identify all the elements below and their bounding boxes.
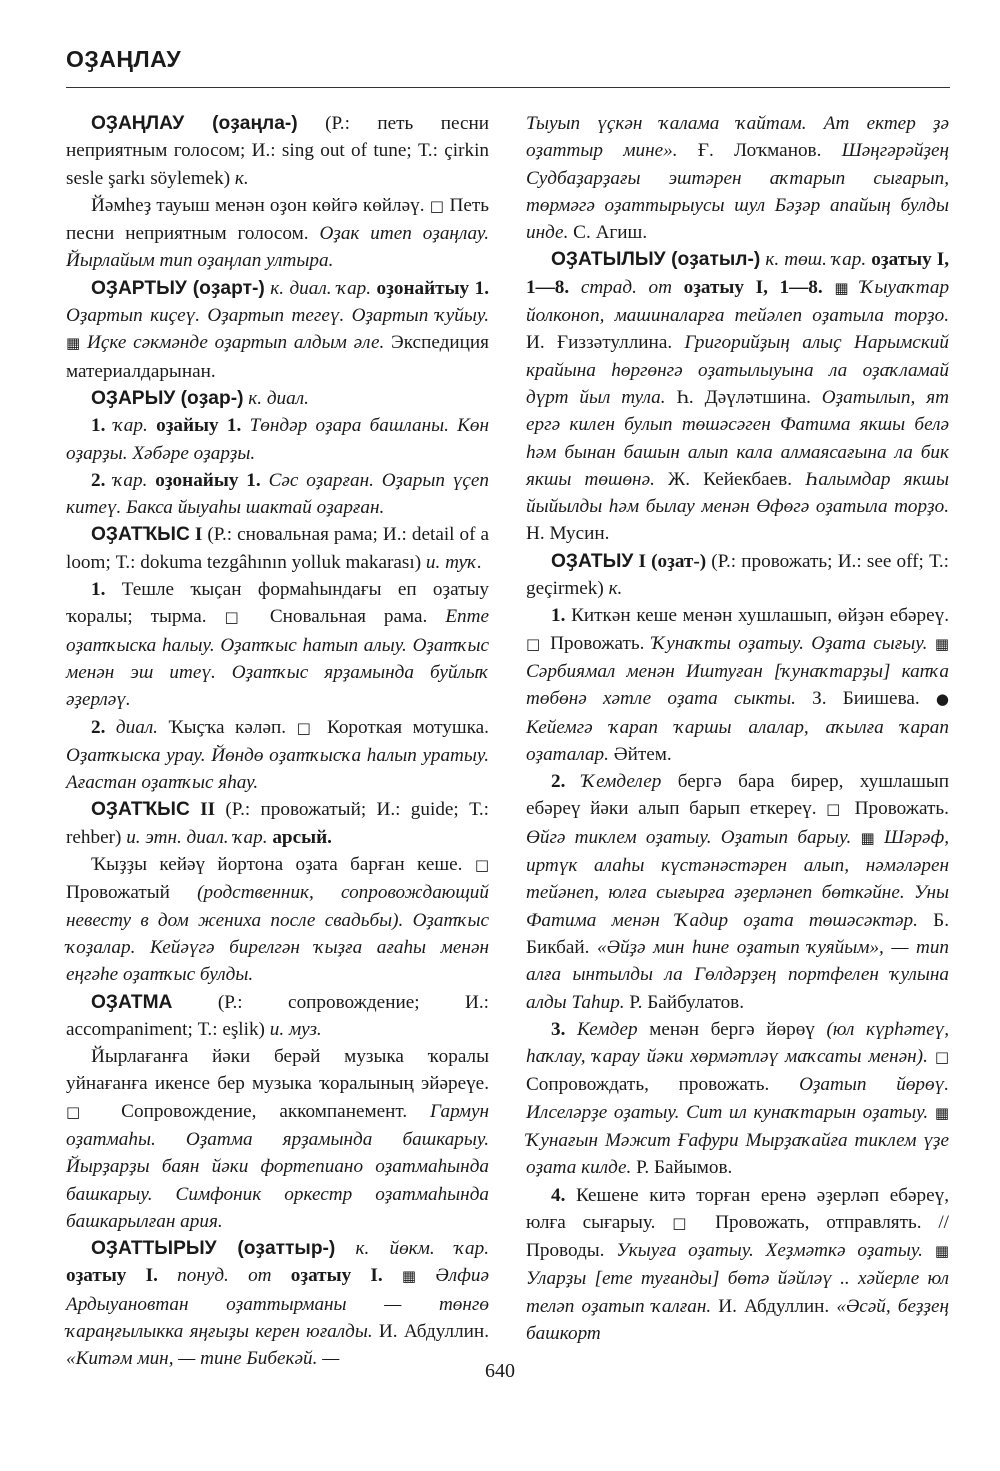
sense-2: 2. диал. Ҡыҫҡа кәләп. □ Короткая мотушка. Оҙатҡыска урау. Йөндө оҙатҡысҡа һалып уратыу. Ағастан оҙатҡыс яһау. bbox=[66, 716, 489, 794]
entry-ozatkys-1: ОҘАТҠЫС I (Р.: сновальная рама; И.: detail of a loom; Т.: dokuma tezgâhının yolluk makarası) и. туҡ. bbox=[66, 524, 490, 573]
entry-ozanlau: ОҘАҢЛАУ (оҙаңла-) (Р.: петь песни неприятным голосом; И.: sing out of tune; Т.: çirkin sesle şarkı söylemek) к. bbox=[66, 113, 490, 189]
entry-ozattyryu: ОҘАТТЫРЫУ (оҙаттыр-) к. йөкм. ҡар. оҙатыу I. понуд. от оҙатыу I. ▦ Әлфиә Ардыуановтан оҙаттырманы — төнгө ҡараңғылыкка яңғыҙы керен юғалды. И. Абдуллин. «Китәм мин, — тине Бибекәй. — bbox=[66, 1238, 490, 1370]
sense-1: 1. Киткән кеше менән хушлашып, өйҙән ебәреү. □ Провожать. Ҡунаҡты оҙатыу. Оҙата сығыу. ▦ Сәрбиямал менән Иштуған [ҡунаҡтарҙы] капҡа төбөнә хәтле оҙата сыкты. З. Биишева. ● Кейемгә ҡарап ҡаршы алалар, аҡылға ҡарап оҙаталар. Әйтем. bbox=[526, 605, 949, 765]
entry-ozartyu: ОҘАРТЫУ (оҙарт-) к. диал. ҡар. оҙонайтыу 1. Оҙартып киҫеү. Оҙартып тегеү. Оҙартып ҡуйыу. ▦ Иҫке сәкмәнде оҙартып алдым әле. Экспедиция материалдарынан. bbox=[66, 277, 490, 382]
definition-paragraph: Йырлағанға йәки берәй музыка ҡоралы уйнағанға икенсе бер музыка ҡоралының эйәреүе. □ Сопровождение, аккомпанемент. Гармун оҙатмаһы. Оҙатма ярҙамында башкарыу. Йырҙарҙы баян йәки фортепиано оҙатмаһында башкарыу. Симфоник оркестр оҙатмаһында башкарылған ария. bbox=[66, 1046, 489, 1232]
entry-ozatma: ОҘАТМА (Р.: сопровождение; И.: accompaniment; Т.: eşlik) и. муз. bbox=[66, 991, 489, 1040]
entry-ozaryu: ОҘАРЫУ (оҙар-) к. диал. bbox=[91, 387, 309, 409]
sense-1: 1. Тешле ҡыҫан формаһындағы еп оҙатыу ҡоралы; тырма. □ Сновальная рама. Епте оҙатҡыска һалыу. Оҙатҡыс һатып алыу. Оҙатҡыс менән эш итеү. Оҙатҡыс ярҙамында буйлыҡ әҙерләү. bbox=[66, 579, 489, 711]
right-column bbox=[526, 110, 949, 1347]
sense-2: 2. Ҡемделер бергә бара бирер, хушлашып ебәреү йәки алып барып еткереү. □ Провожать. Өйгә тиклем оҙатыу. Оҙатып барыу. ▦ Шәрәф, иртүк алаһы күстәнәстәрен алып, нәмәләрен тейәнеп, юлға сығырға әҙерләнеп бөткәйне. Уны Фатима менән Ҡадир оҙата төшәсәктәр. Б. Бикбай. «Әйҙә мин һине оҙатып ҡуяйым», — тип алға ынтылды ла Гөлдәрҙең портфелен ҡулына алды Таһир. Р. Байбулатов. bbox=[526, 771, 950, 1013]
entry-ozatkys-2: ОҘАТҠЫС II (Р.: провожатый; И.: guide; Т.: rehber) и. этн. диал. ҡар. арсый. bbox=[66, 799, 490, 848]
definition-paragraph: Йәмһеҙ тауыш менән оҙон көйгә көйләү. □ Петь песни неприятным голосом. Оҙак итеп оҙаңлау. Йырлайым тип оҙаңлап ултыра. bbox=[66, 194, 489, 272]
continued-paragraph: Тыуып үҫкән ҡалама ҡайтам. Ат ектер ҙә оҙаттыр мине». Ғ. Лоҡманов. Шәңгәрәйҙең Судбаҙарҙағы эштәрен аҡтарып сығарып, төрмәгә оҙаттырыусы шул Бәҙәр апайың булды инде. С. Агиш. bbox=[526, 113, 949, 244]
entry-ozatyu-1: ОҘАТЫУ I (оҙат-) (Р.: провожать; И.: see off; Т.: geçirmek) к. bbox=[526, 550, 949, 600]
sense-1: 1. ҡар. оҙайыу 1. Төндәр оҙара башланы. Көн оҙарҙы. Хәбәре оҙарҙы. bbox=[66, 415, 490, 464]
sense-4: 4. Кешене китә торған еренә әҙерләп ебәреү, юлға сығарыу. □ Провожать, отправлять. // Проводы. Укыуға оҙатыу. Хеҙмәткә оҙатыу. ▦ Уларҙы [ете туғанды] бөтә йәйләү .. хәйерле юл теләп оҙатып ҡалған. И. Абдуллин. «Әсәй, беҙҙең башкорт bbox=[526, 1184, 950, 1345]
definition-paragraph: Ҡыҙҙы кейәү йортона оҙата барған кеше. □ Провожатый (родственник, сопровождающий невесту в дом жениха после свадьбы). Оҙатҡыс ҡоҙалар. Кейәүгә бирелгән ҡыҙға ағаһы менән еңгәһе оҙатҡыс булды. bbox=[66, 854, 489, 986]
entry-ozatylyu: ОҘАТЫЛЫУ (оҙатыл-) к. төш. ҡар. оҙатыу I, 1—8. страд. от оҙатыу I, 1—8. ▦ Ҡыуаҡтар йолконоп, машиналарға тейәлеп оҙатыла торҙо. И. Ғиззәтуллина. Григорийҙың алыҫ Нарымский крайына һөргөнгә оҙатылыуына ла оҙаҡламай дүрт йыл тула. Һ. Дәүләтшина. Оҙатылып, ят ергә килен булып төшәсәген Фатима якшы белә һәм бынан башын алып кала алмаясағына ла бик якшы төшөнә. Ж. Кейекбаев. Һалымдар якшы йыйылды һәм былау менән Өфөгә оҙатыла торҙо. Н. Мусин. bbox=[526, 249, 950, 545]
running-head: ОҘАҢЛАУ bbox=[66, 46, 182, 72]
sense-3: 3. Кемдер менән бергә йөрөү (юл күрһәтеү, һаҡлау, ҡарау йәки хөрмәтләү маҡсаты менән). □ Сопровождать, провожать. Оҙатып йөрөү. Илселәрҙе оҙатыу. Сит ил кунаҡтарын оҙатыу. ▦ Ҡунағын Мәжит Ғафури Мырҙаҡайға тиклем үҙе оҙата килде. Р. Байымов. bbox=[526, 1018, 950, 1179]
left-column bbox=[66, 110, 489, 1373]
sense-2: 2. ҡар. оҙонайыу 1. Сәс оҙарған. Оҙарып үҫеп китеү. Бакса йыуаһы шактай оҙарған. bbox=[66, 469, 489, 519]
page-number: 640 bbox=[485, 1360, 515, 1382]
header-rule bbox=[66, 87, 950, 88]
